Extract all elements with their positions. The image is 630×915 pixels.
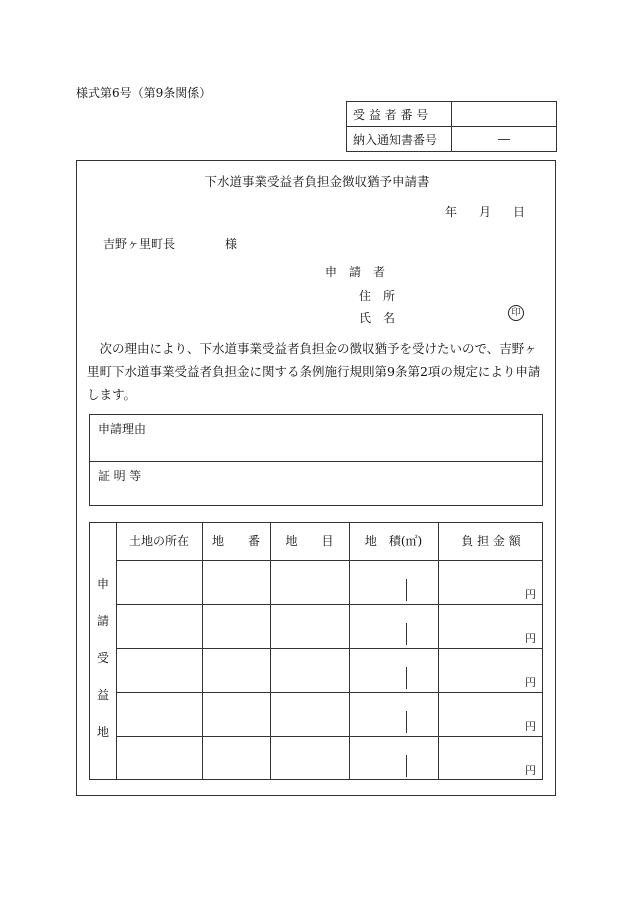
side-label-char: 益 xyxy=(96,688,109,702)
divider xyxy=(202,523,203,779)
beneficiary-number-label: 受 益 者 番 号 xyxy=(347,102,452,127)
reason-label: 申請理由 xyxy=(98,422,147,436)
land-table xyxy=(89,522,543,780)
name-label: 氏 名 xyxy=(359,311,396,325)
yen-unit: 円 xyxy=(525,676,536,689)
side-label-char: 受 xyxy=(96,651,109,665)
year-label: 年 xyxy=(444,205,457,219)
day-label: 日 xyxy=(512,205,525,219)
area-decimal-divider xyxy=(406,623,407,645)
notice-number-label: 納入通知書番号 xyxy=(347,127,452,152)
month-label: 月 xyxy=(478,205,491,219)
area-decimal-divider xyxy=(406,711,407,733)
date-line xyxy=(423,203,525,220)
form-title: 下水道事業受益者負担金徴収猶予申請書 xyxy=(204,174,430,189)
notice-number-field[interactable]: ― xyxy=(452,127,557,152)
table-row xyxy=(347,127,557,152)
reason-section xyxy=(89,414,543,506)
side-label-char: 申 xyxy=(96,577,109,591)
yen-unit: 円 xyxy=(525,720,536,733)
header-lot-number: 地 番 xyxy=(211,534,260,548)
side-label-char: 地 xyxy=(96,725,109,739)
divider xyxy=(116,523,117,779)
divider xyxy=(438,523,439,779)
header-land-category: 地 目 xyxy=(285,534,334,548)
yen-unit: 円 xyxy=(525,588,536,601)
beneficiary-number-field[interactable] xyxy=(452,102,557,127)
header-charge-amount: 負 担 金 額 xyxy=(461,534,521,548)
form-number-label: 様式第6号（第9条関係） xyxy=(76,86,212,100)
table-row xyxy=(347,102,557,127)
divider xyxy=(116,604,542,605)
divider xyxy=(116,560,542,561)
header-location: 土地の所在 xyxy=(128,534,189,548)
side-label-char: 請 xyxy=(96,614,109,628)
yen-unit: 円 xyxy=(525,632,536,645)
divider xyxy=(349,523,350,779)
application-statement: 次の理由により、下水道事業受益者負担金の徴収猶予を受けたいので、吉野ヶ里町下水道事業受益者負担金に関する条例施行規則第9条第2項の規定により申請します。 xyxy=(87,341,541,402)
area-decimal-divider xyxy=(406,755,407,777)
addressee-suffix: 様 xyxy=(225,237,238,251)
header-area: 地 積(㎡) xyxy=(364,534,423,548)
proof-label: 証明等 xyxy=(98,469,145,483)
divider xyxy=(116,736,542,737)
id-number-table xyxy=(346,101,557,152)
divider xyxy=(270,523,271,779)
yen-unit: 円 xyxy=(525,764,536,777)
divider xyxy=(90,461,542,462)
applicant-label: 申 請 者 xyxy=(325,265,386,279)
divider xyxy=(116,692,542,693)
area-decimal-divider xyxy=(406,667,407,689)
area-decimal-divider xyxy=(406,579,407,601)
divider xyxy=(116,648,542,649)
seal-icon: 印 xyxy=(508,305,524,321)
application-form-frame xyxy=(76,160,556,796)
addressee-name: 吉野ヶ里町長 xyxy=(103,237,176,251)
addressee xyxy=(103,235,237,252)
address-label: 住 所 xyxy=(359,289,396,303)
